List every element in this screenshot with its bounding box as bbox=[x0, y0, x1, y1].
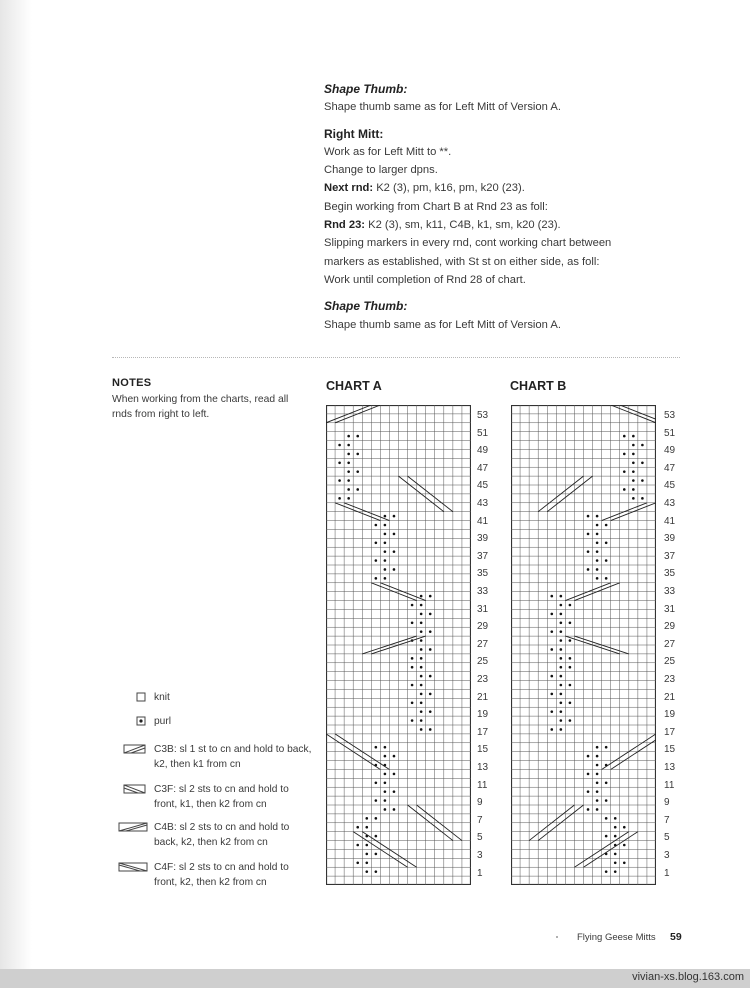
row-number: 3 bbox=[477, 850, 483, 861]
row-number: 25 bbox=[477, 656, 489, 668]
purl-dot bbox=[605, 835, 608, 838]
purl-dot bbox=[347, 488, 350, 491]
purl-dot bbox=[356, 488, 359, 491]
row-number: 13 bbox=[477, 762, 489, 773]
purl-dot bbox=[420, 719, 423, 722]
purl-dot bbox=[347, 444, 350, 447]
purl-dot bbox=[632, 470, 635, 473]
purl-dot bbox=[587, 550, 590, 553]
row-number: 27 bbox=[477, 638, 489, 650]
purl-dot bbox=[560, 728, 563, 731]
purl-dot bbox=[393, 550, 396, 553]
purl-dot bbox=[375, 746, 378, 749]
purl-dot bbox=[384, 550, 387, 553]
row-number: 23 bbox=[664, 674, 676, 685]
purl-dot bbox=[429, 675, 432, 678]
pattern-instructions bbox=[324, 80, 684, 334]
purl-dot bbox=[411, 604, 414, 607]
purl-dot bbox=[420, 701, 423, 704]
purl-dot bbox=[641, 461, 644, 464]
purl-dot bbox=[429, 630, 432, 633]
purl-dot bbox=[632, 479, 635, 482]
purl-dot bbox=[393, 808, 396, 811]
purl-dot bbox=[429, 728, 432, 731]
row-number: 29 bbox=[664, 621, 676, 633]
row-number: 21 bbox=[477, 691, 489, 703]
purl-dot bbox=[347, 470, 350, 473]
purl-dot bbox=[605, 799, 608, 802]
row-number: 39 bbox=[477, 533, 489, 545]
row-number: 11 bbox=[664, 779, 675, 791]
purl-dot bbox=[420, 595, 423, 598]
purl-dot bbox=[384, 781, 387, 784]
c4b-cable-icon bbox=[118, 822, 152, 834]
purl-dot bbox=[411, 684, 414, 687]
instruction-line: Work until completion of Rnd 28 of chart. bbox=[324, 273, 526, 286]
purl-dot bbox=[550, 728, 553, 731]
purl-dot bbox=[420, 666, 423, 669]
purl-dot bbox=[375, 524, 378, 527]
purl-dot bbox=[596, 577, 599, 580]
row-number: 37 bbox=[664, 550, 676, 562]
purl-dot bbox=[375, 781, 378, 784]
row-number: 35 bbox=[664, 568, 676, 580]
row-number: 17 bbox=[664, 726, 676, 738]
instruction-line: Change to larger dpns. bbox=[324, 164, 438, 177]
purl-dot bbox=[623, 470, 626, 473]
purl-dot bbox=[605, 524, 608, 527]
watermark-text: vivian-xs.blog.163.com bbox=[632, 971, 744, 983]
purl-dot bbox=[347, 461, 350, 464]
purl-dot bbox=[569, 639, 572, 642]
purl-dot bbox=[384, 746, 387, 749]
instruction-line bbox=[324, 216, 684, 234]
row-number: 1 bbox=[664, 867, 670, 879]
purl-dot bbox=[347, 435, 350, 438]
row-number: 53 bbox=[477, 410, 489, 421]
purl-dot bbox=[569, 701, 572, 704]
purl-dot bbox=[560, 648, 563, 651]
purl-dot bbox=[632, 497, 635, 500]
purl-dot bbox=[560, 613, 563, 616]
chart-a-title: CHART A bbox=[326, 379, 382, 393]
purl-dot bbox=[623, 826, 626, 829]
purl-dot bbox=[375, 870, 378, 873]
purl-dot bbox=[411, 666, 414, 669]
purl-dot bbox=[411, 701, 414, 704]
purl-dot bbox=[550, 693, 553, 696]
purl-dot bbox=[596, 568, 599, 571]
next-rnd-text: K2 (3), pm, k16, pm, k20 (23). bbox=[373, 182, 525, 195]
row-number: 17 bbox=[477, 726, 489, 738]
purl-dot bbox=[587, 808, 590, 811]
purl-dot bbox=[632, 461, 635, 464]
notes-text: When working from the charts, read all rnds from right to left. bbox=[112, 394, 289, 420]
chart-b-grid bbox=[511, 405, 656, 885]
purl-dot bbox=[587, 515, 590, 518]
row-number: 13 bbox=[664, 762, 676, 773]
row-number: 51 bbox=[664, 427, 676, 439]
row-number: 31 bbox=[477, 603, 489, 615]
purl-dot bbox=[605, 746, 608, 749]
purl-dot bbox=[411, 719, 414, 722]
purl-dot bbox=[347, 453, 350, 456]
footer-title: Flying Geese Mitts bbox=[577, 932, 656, 943]
purl-dot bbox=[641, 497, 644, 500]
purl-dot bbox=[384, 568, 387, 571]
purl-dot bbox=[569, 657, 572, 660]
purl-dot bbox=[560, 693, 563, 696]
row-number: 45 bbox=[477, 480, 489, 492]
purl-dot bbox=[393, 773, 396, 776]
row-number: 43 bbox=[477, 498, 489, 509]
purl-dot bbox=[420, 675, 423, 678]
purl-dot bbox=[596, 515, 599, 518]
purl-dot bbox=[614, 817, 617, 820]
purl-dot bbox=[641, 479, 644, 482]
row-number: 37 bbox=[477, 550, 489, 562]
purl-dot bbox=[596, 550, 599, 553]
row-number: 33 bbox=[664, 586, 676, 597]
row-number: 39 bbox=[664, 533, 676, 545]
purl-dot bbox=[420, 639, 423, 642]
row-number: 21 bbox=[664, 691, 676, 703]
purl-dot bbox=[347, 479, 350, 482]
purl-dot bbox=[365, 870, 368, 873]
purl-dot bbox=[587, 533, 590, 536]
purl-dot bbox=[560, 701, 563, 704]
row-number: 15 bbox=[477, 744, 489, 756]
purl-dot bbox=[420, 710, 423, 713]
purl-dot bbox=[560, 621, 563, 624]
legend-c4f-label: C4F: sl 2 sts to cn and hold to front, k2, then k2 from cn bbox=[154, 862, 289, 888]
purl-dot bbox=[375, 835, 378, 838]
c3f-cable-icon bbox=[118, 784, 152, 796]
row-number: 7 bbox=[477, 814, 483, 826]
instruction-line: markers as established, with St st on either side, as foll: bbox=[324, 255, 600, 268]
right-mitt-heading: Right Mitt: bbox=[324, 126, 384, 141]
purl-dot bbox=[614, 835, 617, 838]
purl-dot bbox=[420, 621, 423, 624]
purl-dot bbox=[560, 630, 563, 633]
purl-dot bbox=[596, 808, 599, 811]
purl-dot bbox=[632, 488, 635, 491]
purl-dot bbox=[596, 790, 599, 793]
c3b-cable-icon bbox=[118, 744, 152, 756]
purl-dot bbox=[384, 799, 387, 802]
purl-dot bbox=[384, 790, 387, 793]
purl-dot bbox=[632, 453, 635, 456]
purl-dot bbox=[569, 684, 572, 687]
purl-dot bbox=[384, 559, 387, 562]
legend-knit-label: knit bbox=[154, 692, 170, 703]
row-number: 53 bbox=[664, 410, 676, 421]
row-number: 23 bbox=[477, 674, 489, 685]
chart-b-title: CHART B bbox=[510, 379, 567, 393]
purl-dot bbox=[429, 693, 432, 696]
purl-dot bbox=[569, 621, 572, 624]
purl-dot bbox=[596, 755, 599, 758]
instruction-line: Work as for Left Mitt to **. bbox=[324, 145, 452, 158]
purl-dot bbox=[550, 613, 553, 616]
purl-dot bbox=[614, 853, 617, 856]
purl-dot bbox=[338, 497, 341, 500]
purl-dot bbox=[338, 461, 341, 464]
purl-dot bbox=[375, 541, 378, 544]
row-number: 49 bbox=[477, 445, 489, 457]
purl-dot bbox=[356, 826, 359, 829]
row-number: 35 bbox=[477, 568, 489, 580]
shape-thumb-text: Shape thumb same as for Left Mitt of Version A. bbox=[324, 318, 561, 331]
row-number: 1 bbox=[477, 867, 483, 879]
purl-dot bbox=[596, 524, 599, 527]
purl-dot bbox=[632, 444, 635, 447]
legend-c3f-label: C3F: sl 2 sts to cn and hold to front, k1, then k2 from cn bbox=[154, 784, 289, 810]
purl-dot bbox=[641, 444, 644, 447]
purl-dot bbox=[411, 621, 414, 624]
purl-dot bbox=[420, 684, 423, 687]
purl-dot bbox=[560, 684, 563, 687]
purl-dot bbox=[587, 790, 590, 793]
purl-dot bbox=[596, 773, 599, 776]
page-number: 59 bbox=[670, 931, 682, 943]
purl-dot bbox=[365, 844, 368, 847]
purl-dot bbox=[560, 675, 563, 678]
row-number: 41 bbox=[664, 515, 676, 527]
purl-dot bbox=[596, 764, 599, 767]
purl-dot bbox=[375, 817, 378, 820]
purl-dot bbox=[569, 604, 572, 607]
row-number: 19 bbox=[477, 709, 489, 721]
purl-dot bbox=[356, 470, 359, 473]
purl-dot bbox=[605, 817, 608, 820]
row-number: 15 bbox=[664, 744, 676, 756]
purl-dot bbox=[623, 488, 626, 491]
row-number: 5 bbox=[664, 832, 670, 844]
purl-dot bbox=[429, 613, 432, 616]
purl-dot bbox=[605, 870, 608, 873]
purl-dot bbox=[560, 710, 563, 713]
purl-dot bbox=[420, 630, 423, 633]
legend-purl-label: purl bbox=[154, 716, 171, 727]
shape-thumb-heading: Shape Thumb: bbox=[324, 299, 408, 314]
row-number: 19 bbox=[664, 709, 676, 721]
c4f-cable-icon bbox=[118, 862, 152, 874]
purl-dot bbox=[393, 515, 396, 518]
purl-symbol-icon bbox=[118, 716, 152, 728]
purl-dot bbox=[614, 861, 617, 864]
row-number: 45 bbox=[664, 480, 676, 492]
purl-dot bbox=[356, 844, 359, 847]
purl-dot bbox=[420, 604, 423, 607]
row-number: 9 bbox=[664, 797, 670, 809]
purl-dot bbox=[420, 648, 423, 651]
instruction-line bbox=[324, 179, 684, 197]
purl-dot bbox=[550, 675, 553, 678]
row-number: 25 bbox=[664, 656, 676, 668]
purl-dot bbox=[420, 728, 423, 731]
purl-dot bbox=[356, 453, 359, 456]
row-number: 47 bbox=[477, 462, 489, 474]
purl-dot bbox=[596, 559, 599, 562]
purl-dot bbox=[614, 826, 617, 829]
purl-dot bbox=[384, 533, 387, 536]
shape-thumb-text: Shape thumb same as for Left Mitt of Version A. bbox=[324, 101, 561, 114]
purl-dot bbox=[587, 755, 590, 758]
chart-a-grid bbox=[326, 405, 471, 885]
purl-dot bbox=[560, 666, 563, 669]
row-number: 3 bbox=[664, 850, 670, 861]
purl-dot bbox=[420, 657, 423, 660]
instruction-line: Slipping markers in every rnd, cont working chart between bbox=[324, 237, 612, 250]
purl-dot bbox=[384, 524, 387, 527]
row-number: 5 bbox=[477, 832, 483, 844]
rnd23-text: K2 (3), sm, k11, C4B, k1, sm, k20 (23). bbox=[365, 219, 561, 232]
notes-title: NOTES bbox=[112, 377, 152, 389]
purl-dot bbox=[569, 666, 572, 669]
purl-dot bbox=[384, 773, 387, 776]
purl-dot bbox=[550, 710, 553, 713]
page-gutter-shadow bbox=[0, 0, 32, 988]
purl-dot bbox=[393, 568, 396, 571]
purl-dot bbox=[623, 435, 626, 438]
purl-dot bbox=[365, 853, 368, 856]
purl-dot bbox=[560, 639, 563, 642]
shape-thumb-heading: Shape Thumb: bbox=[324, 82, 408, 96]
purl-dot bbox=[605, 781, 608, 784]
purl-dot bbox=[560, 604, 563, 607]
row-number: 41 bbox=[477, 515, 489, 527]
row-number: 11 bbox=[477, 779, 488, 791]
purl-dot bbox=[375, 577, 378, 580]
knit-symbol-icon bbox=[118, 692, 152, 704]
purl-dot bbox=[384, 541, 387, 544]
row-number: 31 bbox=[664, 603, 676, 615]
footer-dot bbox=[556, 936, 558, 938]
purl-dot bbox=[393, 533, 396, 536]
purl-dot bbox=[393, 755, 396, 758]
purl-dot bbox=[605, 559, 608, 562]
purl-dot bbox=[338, 444, 341, 447]
purl-dot bbox=[560, 595, 563, 598]
purl-dot bbox=[429, 648, 432, 651]
purl-dot bbox=[623, 861, 626, 864]
purl-dot bbox=[384, 808, 387, 811]
purl-dot bbox=[347, 497, 350, 500]
row-number: 49 bbox=[664, 445, 676, 457]
purl-dot bbox=[623, 453, 626, 456]
purl-dot bbox=[550, 630, 553, 633]
purl-dot bbox=[550, 648, 553, 651]
purl-dot bbox=[596, 799, 599, 802]
purl-dot bbox=[356, 435, 359, 438]
instruction-line: Begin working from Chart B at Rnd 23 as foll: bbox=[324, 200, 548, 213]
purl-dot bbox=[365, 817, 368, 820]
purl-dot bbox=[429, 710, 432, 713]
row-number: 27 bbox=[664, 638, 676, 650]
purl-dot bbox=[596, 541, 599, 544]
purl-dot bbox=[614, 870, 617, 873]
row-number: 47 bbox=[664, 462, 676, 474]
purl-dot bbox=[560, 719, 563, 722]
purl-dot bbox=[605, 541, 608, 544]
purl-dot bbox=[420, 613, 423, 616]
purl-dot bbox=[375, 853, 378, 856]
row-number: 9 bbox=[477, 797, 483, 809]
purl-dot bbox=[596, 781, 599, 784]
row-number: 29 bbox=[477, 621, 489, 633]
legend-c3b-label: C3B: sl 1 st to cn and hold to back, k2, then k1 from cn bbox=[154, 744, 312, 770]
purl-dot bbox=[393, 790, 396, 793]
row-number: 43 bbox=[664, 498, 676, 509]
purl-dot bbox=[550, 595, 553, 598]
purl-dot bbox=[384, 577, 387, 580]
purl-dot bbox=[587, 568, 590, 571]
section-divider bbox=[112, 357, 680, 358]
next-rnd-label: Next rnd: bbox=[324, 182, 374, 195]
purl-dot bbox=[384, 515, 387, 518]
purl-dot bbox=[596, 746, 599, 749]
purl-dot bbox=[429, 595, 432, 598]
purl-dot bbox=[365, 861, 368, 864]
purl-dot bbox=[632, 435, 635, 438]
purl-dot bbox=[623, 844, 626, 847]
row-number: 33 bbox=[477, 586, 489, 597]
purl-dot bbox=[587, 773, 590, 776]
purl-dot bbox=[596, 533, 599, 536]
row-number: 51 bbox=[477, 427, 489, 439]
purl-dot bbox=[569, 719, 572, 722]
purl-dot bbox=[375, 799, 378, 802]
purl-dot bbox=[560, 657, 563, 660]
purl-dot bbox=[420, 693, 423, 696]
rnd23-label: Rnd 23: bbox=[324, 219, 366, 232]
row-number: 7 bbox=[664, 814, 670, 826]
purl-dot bbox=[384, 755, 387, 758]
legend-c4b-label: C4B: sl 2 sts to cn and hold to back, k2, then k2 from cn bbox=[154, 822, 290, 848]
purl-dot bbox=[356, 861, 359, 864]
purl-dot bbox=[375, 559, 378, 562]
purl-dot bbox=[411, 657, 414, 660]
purl-dot bbox=[365, 826, 368, 829]
purl-dot bbox=[338, 479, 341, 482]
purl-dot bbox=[605, 577, 608, 580]
